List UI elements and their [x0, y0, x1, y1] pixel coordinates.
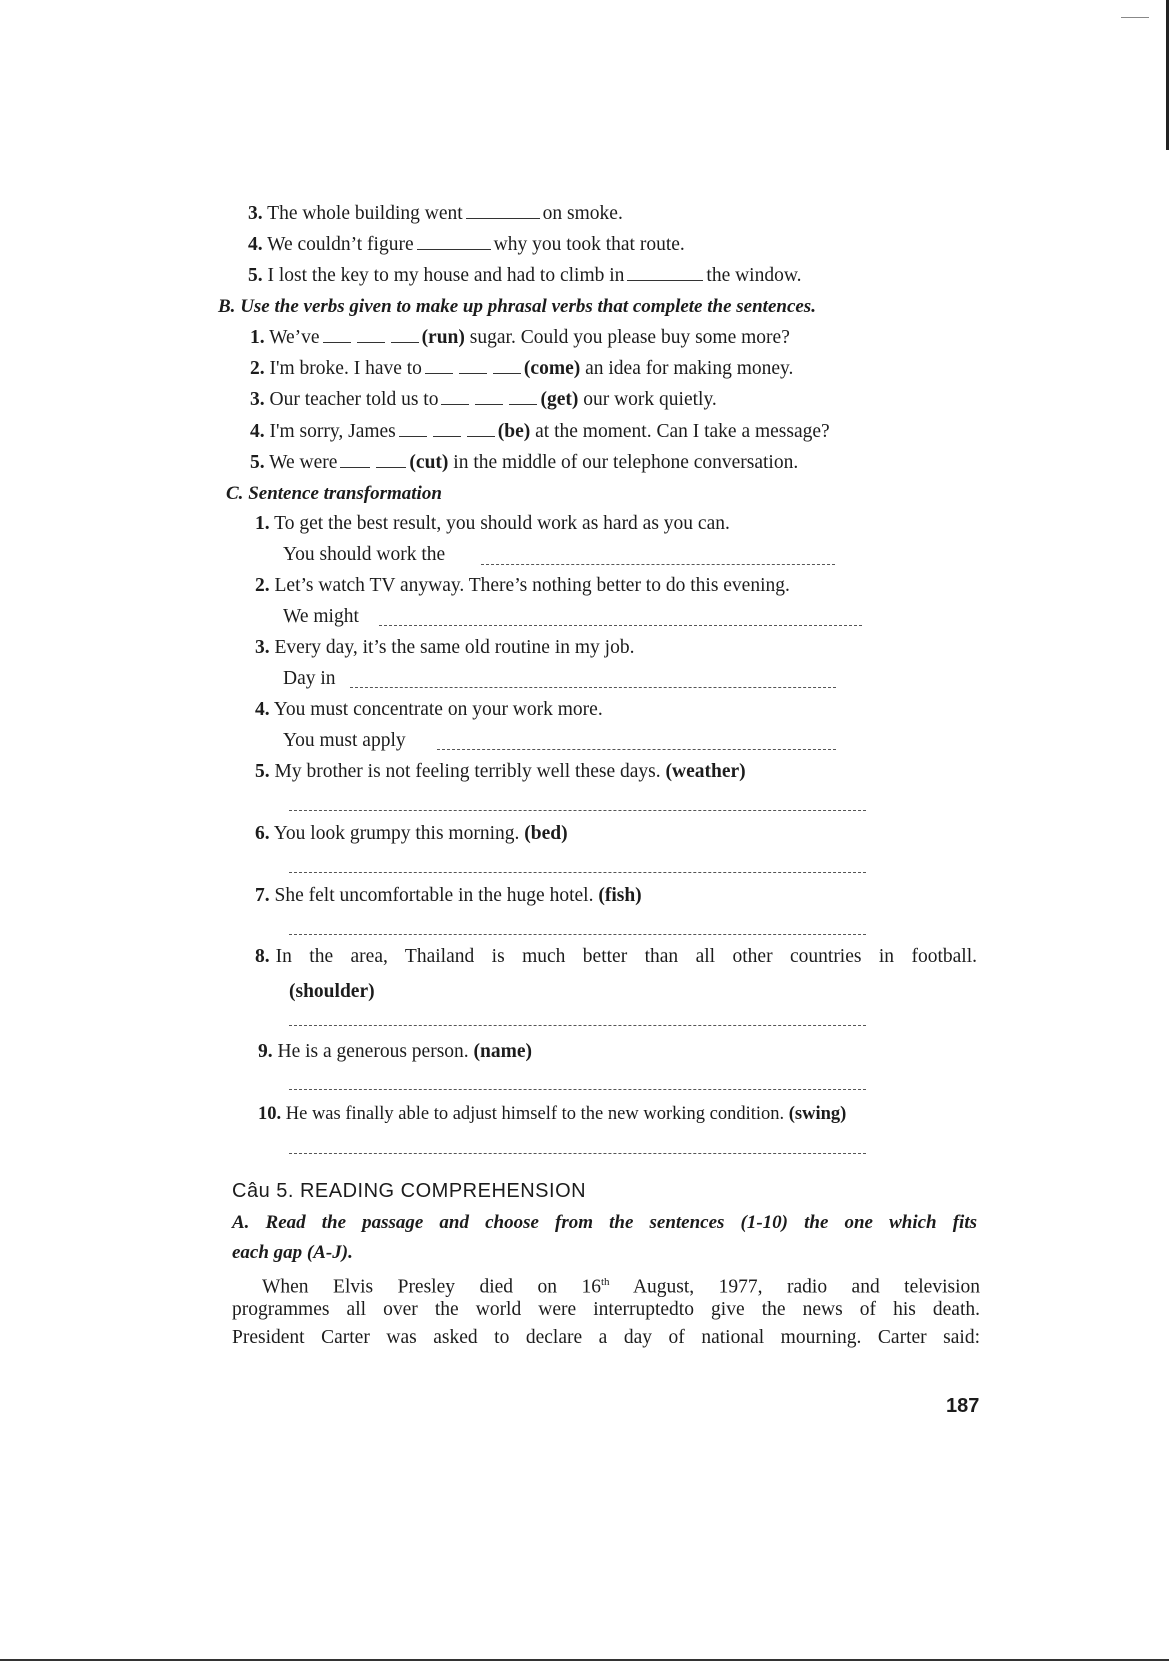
blank[interactable] [376, 466, 406, 468]
answer-line[interactable] [289, 1088, 866, 1090]
blank[interactable] [467, 435, 495, 437]
section-b-item-3: 3. Our teacher told us to (get) our work quietly. [250, 389, 717, 410]
section-b-item-4: 4. I'm sorry, James (be) at the moment. Can I take a message? [250, 421, 830, 442]
exercise-a-item-5: 5. I lost the key to my house and had to climb in the window. [248, 265, 802, 286]
blank[interactable] [433, 435, 461, 437]
answer-line[interactable] [437, 748, 836, 750]
section-c-word-8: (shoulder) [289, 981, 375, 1002]
blank[interactable] [323, 341, 351, 343]
blank[interactable] [357, 341, 385, 343]
section-c-item-4: 4. You must concentrate on your work more. [255, 699, 603, 720]
section-b-item-2: 2. I'm broke. I have to (come) an idea for making money. [250, 358, 794, 379]
section-c-prompt-1: You should work the [283, 544, 446, 565]
section-b-instruction: B. Use the verbs given to make up phrasal verbs that complete the sentences. [218, 296, 816, 317]
answer-line[interactable] [289, 1152, 866, 1154]
section-c-item-7: 7. She felt uncomfortable in the huge hotel. (fish) [255, 885, 642, 906]
answer-line[interactable] [481, 563, 835, 565]
passage-line-3: President Carter was asked to declare a day of national mourning. Carter said: [232, 1327, 980, 1348]
section-b-item-5: 5. We were (cut) in the middle of our telephone conversation. [250, 452, 799, 473]
section-c-item-3: 3. Every day, it’s the same old routine in my job. [255, 637, 635, 658]
blank[interactable] [417, 248, 491, 250]
blank[interactable] [340, 466, 370, 468]
blank[interactable] [493, 372, 521, 374]
blank[interactable] [627, 279, 703, 281]
section-c-item-5: 5. My brother is not feeling terribly well these days. (weather) [255, 761, 746, 782]
reading-heading: Câu 5. READING COMPREHENSION [232, 1180, 587, 1202]
blank[interactable] [391, 341, 419, 343]
answer-line[interactable] [350, 686, 836, 688]
section-c-item-9: 9. He is a generous person. (name) [258, 1041, 533, 1062]
passage-line-1: When Elvis Presley died on 16th August, 1977, radio and television [262, 1276, 980, 1298]
exercise-a-item-4: 4. We couldn’t figure why you took that route. [248, 234, 685, 255]
blank[interactable] [441, 403, 469, 405]
reading-passage [232, 1268, 980, 1352]
blank[interactable] [509, 403, 537, 405]
answer-line[interactable] [289, 933, 866, 935]
section-c-item-1: 1. To get the best result, you should work as hard as you can. [255, 513, 730, 534]
reading-instruction-line-1: A. Read the passage and choose from the sentences (1-10) the one which fits [232, 1212, 977, 1233]
section-c-item-6: 6. You look grumpy this morning. (bed) [255, 823, 568, 844]
answer-line[interactable] [289, 1024, 866, 1026]
blank[interactable] [459, 372, 487, 374]
page-number: 187 [946, 1395, 980, 1417]
section-c-prompt-3: Day in [283, 668, 336, 689]
section-c-item-2: 2. Let’s watch TV anyway. There’s nothing better to do this evening. [255, 575, 790, 596]
passage-line-2: programmes all over the world were interruptedto give the news of his death. [232, 1299, 980, 1320]
section-c-item-10: 10. He was finally able to adjust himself to the new working condition. (swing) [258, 1104, 847, 1124]
answer-line[interactable] [379, 624, 862, 626]
answer-line[interactable] [289, 809, 866, 811]
section-c-prompt-4: You must apply [283, 730, 406, 751]
section-c-item-8: 8. In the area, Thailand is much better than all other countries in football. [255, 946, 977, 967]
scan-mark [1121, 17, 1149, 18]
blank[interactable] [466, 217, 540, 219]
blank[interactable] [475, 403, 503, 405]
exercise-a-item-3: 3. The whole building went on smoke. [248, 203, 623, 224]
answer-line[interactable] [289, 871, 866, 873]
section-c-prompt-2: We might [283, 606, 359, 627]
blank[interactable] [399, 435, 427, 437]
reading-instruction-line-2: each gap (A-J). [232, 1242, 353, 1263]
section-c-title: C. Sentence transformation [226, 483, 442, 504]
blank[interactable] [425, 372, 453, 374]
section-b-item-1: 1. We’ve (run) sugar. Could you please buy some more? [250, 327, 790, 348]
